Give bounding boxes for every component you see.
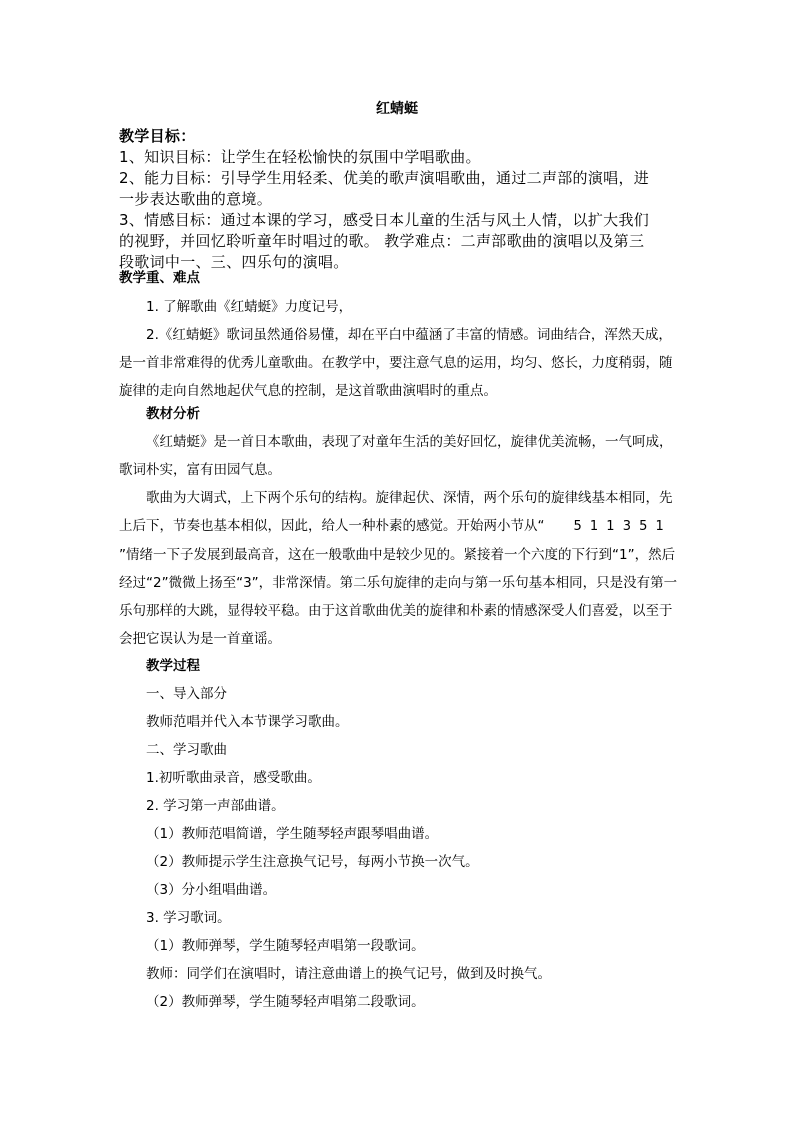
objective-item-3-line-2: 的视野，并回忆聆听童年时唱过的歌。 教学难点：二声部歌曲的演唱以及第三 — [119, 232, 645, 250]
analysis-paragraph-2-start: 歌曲为大调式，上下两个乐句的结构。旋律起伏、深情，两个乐句的旋律线基本相同，先上后下，节奏也基本相似，因此，给人一种朴素的感觉。开始两小节从“ — [119, 490, 673, 534]
objective-item-2-line-1: 2、能力目标：引导学生用轻柔、优美的歌声演唱歌曲，通过二声部的演唱，进 — [119, 169, 650, 187]
key-point-2: 2.《红蜻蜓》歌词虽然通俗易懂，却在平白中蕴涵了丰富的情感。词曲结合，浑然天成，是一首非常难得的优秀儿童歌曲。在教学中，要注意气息的运用，均匀、悠长，力度稍弱，随旋律的走向自然地起伏气息的控制，是这首歌曲演唱时的重点。 — [119, 327, 673, 399]
process-step-1-text: 教师范唱并代入本节课学习歌曲。 — [146, 714, 349, 730]
process-step-1: 一、导入部分 — [146, 686, 227, 702]
process-step-2-2b: （2）教师提示学生注意换气记号，每两小节换一次气。 — [146, 854, 479, 870]
analysis-paragraph-2 — [119, 484, 679, 653]
objectives-section — [119, 126, 679, 273]
process-step-2-2c: （3）分小组唱曲谱。 — [146, 882, 277, 898]
process-step-2-1: 1.初听歌曲录音，感受歌曲。 — [146, 770, 321, 786]
process-step-2: 二、学习歌曲 — [146, 742, 227, 758]
objectives-heading: 教学目标： — [119, 127, 196, 145]
process-step-2-3: 3. 学习歌词。 — [146, 910, 231, 926]
process-step-2-2a: （1）教师范唱简谱，学生随琴轻声跟琴唱曲谱。 — [146, 826, 439, 842]
objective-item-3-line-1: 3、情感目标：通过本课的学习，感受日本儿童的生活与风土人情，以扩大我们 — [119, 211, 650, 229]
document-title: 红蜻蜓 — [376, 101, 418, 117]
process-step-2-2: 2. 学习第一声部曲谱。 — [146, 798, 285, 814]
objective-item-1: 1、知识目标：让学生在轻松愉快的氛围中学唱歌曲。 — [119, 148, 481, 166]
melody-notation: 5 1 1 3 5 1 — [573, 519, 666, 534]
objective-item-2-line-2: 一步表达歌曲的意境。 — [119, 190, 273, 208]
process-step-2-3c: （2）教师弹琴，学生随琴轻声唱第二段歌词。 — [146, 994, 425, 1010]
process-step-2-3a: （1）教师弹琴，学生随琴轻声唱第一段歌词。 — [146, 938, 425, 954]
process-heading: 教学过程 — [146, 658, 200, 674]
analysis-section — [119, 400, 679, 653]
analysis-paragraph-1: 《红蜻蜓》是一首日本歌曲，表现了对童年生活的美好回忆，旋律优美流畅，一气呵成，歌词朴实，富有田园气息。 — [119, 434, 673, 478]
key-points-section — [119, 268, 679, 405]
key-point-1: 1. 了解歌曲《红蜻蜓》力度记号， — [146, 299, 353, 315]
objective-item-3-line-3: 段歌词中一、三、四乐句的演唱。 — [119, 253, 349, 271]
process-step-2-3b: 教师：同学们在演唱时，请注意曲谱上的换气记号，做到及时换气。 — [146, 966, 551, 982]
analysis-heading: 教材分析 — [146, 406, 200, 422]
analysis-paragraph-2-end: ”情绪一下子发展到最高音，这在一般歌曲中是较少见的。紧接着一个六度的下行到“1”，然后经过“2”微微上扬至“3”，非常深情。第二乐句旋律的走向与第一乐句基本相同，只是没有第一乐句那样的大跳，显得较平稳。由于这首歌曲优美的旋律和朴素的情感深受人们喜爱，以至于会把它误认为是一首童谣。 — [119, 547, 678, 647]
process-section — [119, 652, 679, 1016]
key-points-heading: 教学重、难点 — [119, 270, 200, 286]
